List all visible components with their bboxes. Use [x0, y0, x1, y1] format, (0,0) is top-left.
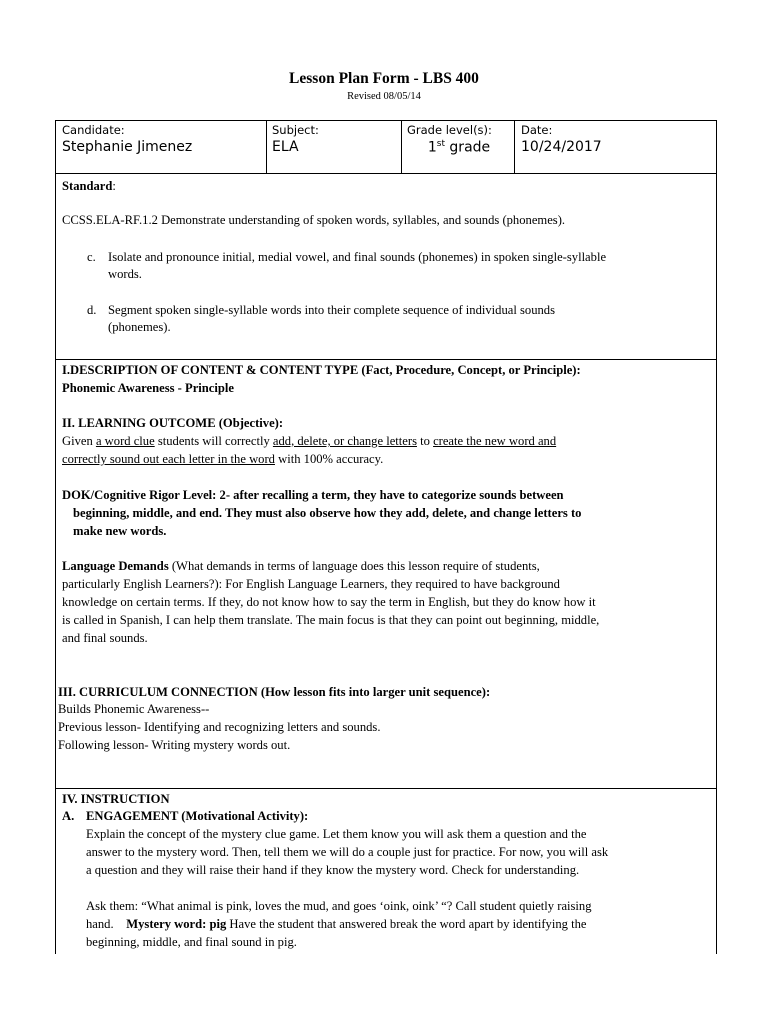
dok-line3: make new words.	[73, 524, 167, 538]
engagement-p1-line1: Explain the concept of the mystery clue game. Let them know you will ask them a question and the	[86, 827, 587, 841]
standard-d-line1: Segment spoken single-syllable words into their complete sequence of individual sounds	[108, 303, 555, 317]
engagement-text: Have the student that answered break the word apart by identifying the	[226, 917, 587, 931]
outcome-underlined: add, delete, or change letters	[272, 434, 417, 448]
section3-heading: III. CURRICULUM CONNECTION (How lesson fits into larger unit sequence):	[58, 685, 491, 699]
engagement-text: hand.	[86, 917, 127, 931]
language-demands-line2: particularly English Learners?): For English Language Learners, they required to have background	[62, 577, 560, 591]
language-demands-line5: and final sounds.	[62, 631, 148, 645]
grade-word: grade	[449, 139, 491, 156]
engagement-heading: ENGAGEMENT (Motivational Activity):	[86, 809, 309, 823]
section3-line3: Following lesson- Writing mystery words out.	[58, 738, 291, 752]
outcome-underlined: a word clue	[95, 434, 155, 448]
standard-c-line2: words.	[108, 267, 142, 281]
col-divider	[266, 120, 267, 174]
engagement-p2-line3: beginning, middle, and final sound in pig.	[86, 935, 297, 949]
language-demands-line1	[62, 557, 540, 575]
outcome-heading: II. LEARNING OUTCOME (Objective):	[62, 416, 284, 430]
section1-subheading: Phonemic Awareness - Principle	[62, 381, 234, 395]
form-title: Lesson Plan Form - LBS 400	[289, 70, 479, 87]
date-cell	[521, 123, 602, 155]
language-demands-label: Language Demands	[62, 559, 169, 573]
revised-date: Revised 08/05/14	[347, 91, 421, 102]
engagement-marker: A.	[62, 809, 75, 823]
standard-c-line1: Isolate and pronounce initial, medial vowel, and final sounds (phonemes) in spoken single-syllable	[108, 250, 607, 264]
grade-number: 1	[427, 139, 437, 156]
section1-heading: I.DESCRIPTION OF CONTENT & CONTENT TYPE (Fact, Procedure, Concept, or Principle):	[62, 363, 581, 377]
language-demands-line3: knowledge on certain terms. If they, do not know how to say the term in English, but they do know how it	[62, 595, 596, 609]
col-divider	[514, 120, 515, 174]
subject-cell	[272, 123, 319, 155]
engagement-p1-line2: answer to the mystery word. Then, tell them we will do a couple just for practice. For now, you will ask	[86, 845, 609, 859]
candidate-label: Candidate:	[62, 123, 125, 137]
row-divider	[55, 788, 717, 789]
language-demands-line4: is called in Spanish, I can help them translate. The main focus is that they can point out beginning, middle,	[62, 613, 600, 627]
grade-value	[407, 139, 511, 156]
dok-line2: beginning, middle, and end. They must also observe how they add, delete, and change letters to	[73, 506, 582, 520]
engagement-p2-line1: Ask them: “What animal is pink, loves the mud, and goes ‘oink, oink’ “? Call student quietly raising	[86, 899, 592, 913]
standard-heading	[62, 177, 116, 195]
candidate-cell	[62, 123, 192, 155]
standard-colon: :	[112, 179, 116, 193]
subject-label: Subject:	[272, 123, 319, 137]
section3-line1: Builds Phonemic Awareness--	[58, 702, 210, 716]
outcome-line1	[62, 432, 556, 450]
standard-d-line2: (phonemes).	[108, 320, 171, 334]
outcome-text: to	[416, 434, 434, 448]
outcome-line2	[62, 450, 383, 468]
outcome-text: Given	[62, 434, 96, 448]
date-label: Date:	[521, 123, 553, 137]
grade-label: Grade level(s):	[407, 123, 492, 137]
language-demands-text: (What demands in terms of language does this lesson require of students,	[168, 559, 540, 573]
engagement-p1-line3: a question and they will raise their hand if they know the mystery word. Check for understanding.	[86, 863, 580, 877]
col-divider	[401, 120, 402, 174]
subject-value: ELA	[272, 139, 299, 155]
row-divider	[55, 359, 717, 360]
outcome-underlined: correctly sound out each letter in the word	[62, 452, 275, 466]
mystery-word: Mystery word: pig	[126, 917, 227, 931]
date-value: 10/24/2017	[521, 139, 602, 155]
outcome-underlined: create the new word and	[433, 434, 557, 448]
standard-main: CCSS.ELA-RF.1.2 Demonstrate understanding of spoken words, syllables, and sounds (phonemes).	[62, 213, 566, 227]
outcome-text: students will correctly	[154, 434, 273, 448]
standard-label: Standard	[62, 179, 113, 193]
table-border-left	[55, 120, 56, 954]
standard-d-marker: d.	[87, 303, 97, 317]
standard-c-marker: c.	[87, 250, 96, 264]
engagement-p2-line2	[86, 915, 586, 933]
candidate-value: Stephanie Jimenez	[62, 139, 193, 155]
row-divider	[55, 173, 717, 174]
table-border-top	[55, 120, 717, 121]
grade-suffix: st	[436, 139, 445, 149]
section4-heading: IV. INSTRUCTION	[62, 792, 170, 806]
grade-cell	[407, 123, 511, 156]
outcome-text: with 100% accuracy.	[274, 452, 384, 466]
table-border-right	[716, 120, 717, 954]
section3-line2: Previous lesson- Identifying and recognizing letters and sounds.	[58, 720, 381, 734]
dok-line1: DOK/Cognitive Rigor Level: 2- after recalling a term, they have to categorize sounds between	[62, 488, 564, 502]
